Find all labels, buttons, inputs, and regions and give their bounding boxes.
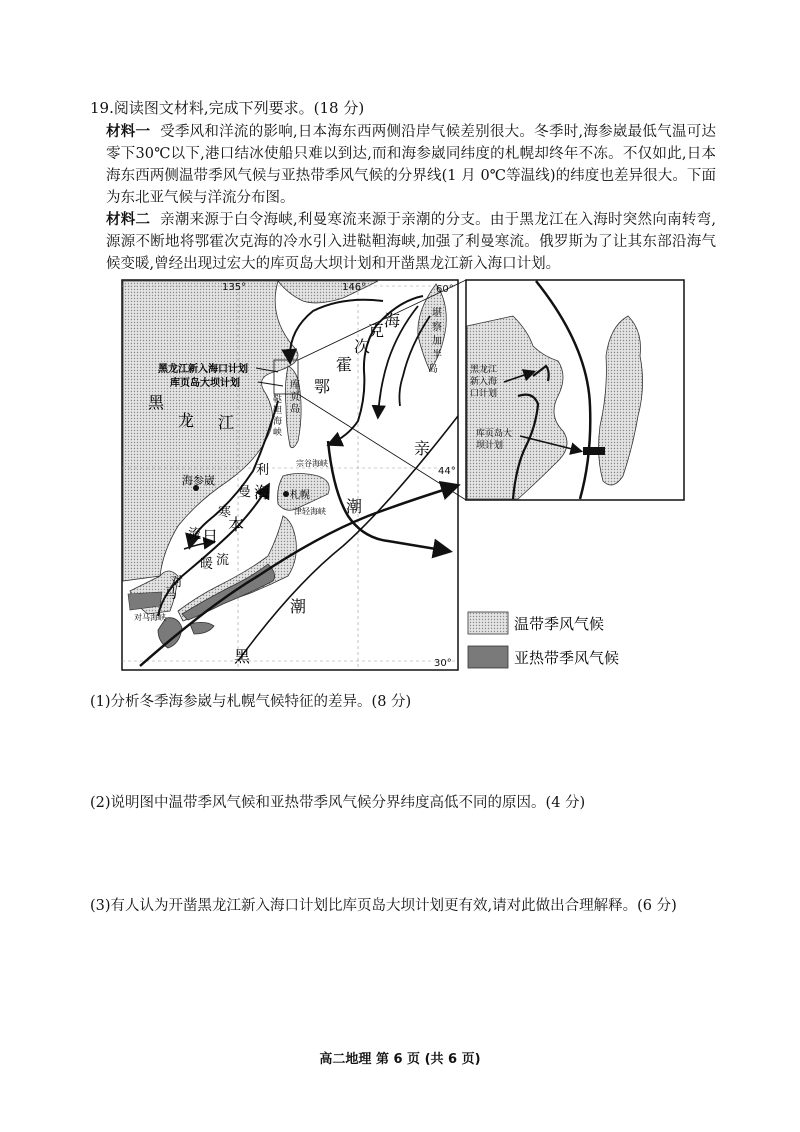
sakhalin-char-2: 页 (290, 392, 300, 403)
kuroshio-char-1: 黑 (234, 647, 251, 666)
lon-146-label: 146° (342, 282, 367, 293)
inset-plan-line-1: 黑龙江 (470, 365, 498, 375)
tsushima-char-1: 对 (170, 575, 184, 590)
climate-current-map (118, 276, 688, 676)
question-header: 19.阅读图文材料,完成下列要求。(18 分) (90, 99, 365, 117)
okhotsk-char-4: 克 (368, 321, 385, 340)
lat-44-label: 44° (438, 466, 456, 477)
inset-dam-line-1: 库页岛大 (476, 429, 513, 439)
tsugaru-strait-label: 津轻海峡 (294, 507, 326, 516)
oyashio-char-2: 潮 (346, 497, 363, 516)
sapporo-label: 札幌 (290, 490, 310, 501)
tsushima-strait-label: 对马海峡 (134, 613, 166, 622)
kamchatka-char-5: 岛 (428, 364, 438, 375)
legend-subtropical-swatch (468, 646, 508, 668)
tsushima-char-4: 流 (216, 553, 230, 568)
material-two-label: 材料二 (106, 212, 151, 228)
material-two (106, 209, 716, 275)
lat-30-label: 30° (434, 658, 452, 669)
liman-char-1: 利 (256, 463, 270, 478)
material-two-text: 亲潮来源于白令海峡,利曼寒流来源于亲潮的分支。由于黑龙江在入海时突然向南转弯,源源不断地将鄂霍次克海的冷水引入进鞑靼海峡,加强了利曼寒流。俄罗斯为了让其东部沿海气候变暖,曾经出现过宏大的库页岛大坝计划和开凿黑龙江新入海口计划。 (106, 212, 717, 272)
kuroshio-char-2: 潮 (290, 597, 307, 616)
liman-char-2: 曼 (238, 485, 252, 500)
okhotsk-char-3: 次 (354, 337, 371, 356)
material-one-label: 材料一 (106, 124, 151, 140)
heilongjiang-char-2: 龙 (178, 411, 195, 430)
tatar-char-4: 峡 (273, 428, 283, 438)
lon-135-label: 135° (222, 282, 247, 293)
liman-char-3: 寒 (218, 505, 232, 520)
page-footer: 高二地理 第 6 页 (共 6 页) (319, 1052, 481, 1067)
legend-temperate-swatch (468, 612, 508, 634)
tsushima-char-3: 暖 (200, 557, 214, 572)
inset-dam-line-2: 坝计划 (476, 441, 504, 451)
sub-question-2: (2)说明图中温带季风气候和亚热带季风气候分界纬度高低不同的原因。(4 分) (90, 795, 586, 811)
tatar-char-1: 鞑 (273, 395, 283, 405)
heilongjiang-char-3: 江 (218, 413, 235, 432)
inset-plan-line-2: 新入海 (470, 377, 498, 387)
sub-question-1: (1)分析冬季海参崴与札幌气候特征的差异。(8 分) (90, 694, 412, 710)
kamchatka-char-3: 加 (432, 336, 442, 347)
inset-plan-line-3: 口计划 (470, 389, 498, 399)
dam-label-main: 库页岛大坝计划 (170, 378, 240, 389)
vladivostok-label: 海参崴 (182, 474, 215, 487)
okhotsk-char-2: 霍 (336, 355, 353, 374)
tatar-char-2: 靼 (273, 406, 283, 416)
oyashio-char-1: 亲 (414, 439, 431, 458)
tsushima-char-2: 马 (164, 587, 178, 602)
material-one (106, 121, 716, 209)
heilongjiang-char-1: 黑 (148, 393, 165, 412)
material-one-text: 受季风和洋流的影响,日本海东西两侧沿岸气候差别很大。冬季时,海参崴最低气温可达零下30℃以下,港口结冰使船只难以到达,而和海参崴同纬度的札幌却终年不冻。不仅如此,日本海东西两侧温带季风气候与亚热带季风气候的分界线(1 月 0℃等温线)的纬度也差异很大。下面为东北亚气候与洋流分布图。 (106, 124, 717, 206)
sea-japan-char-3: 海 (254, 483, 271, 502)
okhotsk-char-1: 鄂 (314, 377, 331, 396)
legend-subtropical-label: 亚热带季风气候 (514, 649, 620, 667)
legend-temperate-label: 温带季风气候 (514, 615, 605, 633)
plan-label-main: 黑龙江新入海口计划 (158, 364, 248, 375)
inset-dam-block (583, 447, 605, 455)
kamchatka-char-1: 堪 (432, 308, 442, 319)
sakhalin-char-1: 库 (290, 380, 300, 391)
okhotsk-char-5: 海 (384, 311, 401, 330)
sub-question-3: (3)有人认为开凿黑龙江新入海口计划比库页岛大坝计划更有效,请对此做出合理解释。(6 分) (90, 898, 677, 914)
sea-japan-char-2: 本 (228, 515, 245, 534)
sapporo-dot (283, 491, 289, 497)
sakhalin-char-3: 岛 (290, 404, 300, 415)
liman-char-4: 流 (188, 527, 202, 542)
kamchatka-char-4: 半 (432, 350, 442, 361)
sea-japan-char-1: 日 (202, 527, 219, 546)
soya-strait-label: 宗谷海峡 (296, 459, 328, 468)
lat-60-label: 60° (436, 284, 454, 295)
tatar-char-3: 海 (273, 417, 283, 427)
kamchatka-char-2: 察 (432, 322, 442, 333)
